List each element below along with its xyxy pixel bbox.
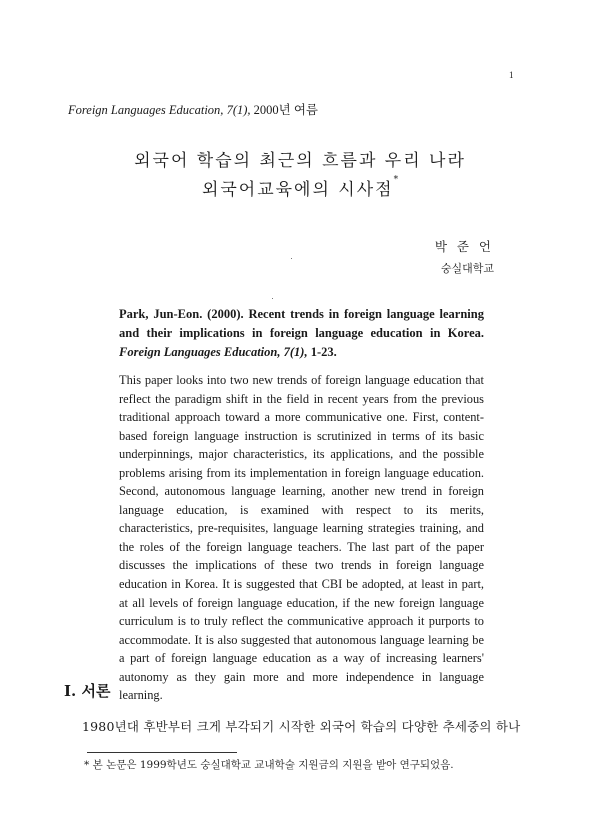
citation-volume: 7(1),	[283, 345, 308, 359]
citation	[119, 305, 484, 362]
journal-volume: 7(1),	[226, 103, 251, 117]
footnote: * 본 논문은 1999학년도 숭실대학교 교내학술 지원금의 지원을 받아 연구되었음.	[84, 759, 454, 771]
title-text-2: 외국어교육에의 시사점	[201, 180, 394, 200]
footnote-divider	[87, 752, 237, 753]
abstract: This paper looks into two new trends of foreign language education that reflect the paradigm shift in the field in recent years from the previous traditional approach toward a more communicative one. First, content-based foreign language instruction is scrutinized in terms of its basic underpinnings, major characteristics, its applications, and the possible problems arising from its implementation in foreign language education. Second, autonomous language learning, another new trend in foreign language education, is examined with respect to its merits, characteristics, pre-requisites, language learning strategies training, and the roles of the foreign language teachers. The last part of the paper discusses the implications of these two trends in foreign language education in Korea. It is suggested that CBI be adopted, at least in part, at all levels of foreign language education, if the new foreign language curriculum is to truly reflect the communicative approach it purports to accommodate. It is also suggested that autonomous language learning be a part of foreign language education as a way of increasing learners' autonomy as they gain more and more independence in language learning.	[119, 373, 484, 703]
citation-text: Park, Jun-Eon. (2000). Recent trends in foreign language learning and their implications in foreign language education in Korea.	[119, 307, 484, 340]
journal-name: Foreign Languages Education,	[68, 103, 224, 117]
title-text-1: 외국어 학습의 최근의 흐름과 우리 나라	[134, 151, 466, 171]
page-number: 1	[509, 70, 514, 80]
title-footnote-mark: *	[393, 175, 399, 185]
journal-season: 2000년 여름	[253, 103, 318, 117]
citation-pages: 1-23.	[310, 345, 337, 359]
author-name: 박 준 언	[434, 239, 494, 254]
section-heading: I. 서론	[64, 682, 111, 700]
journal-header	[68, 100, 318, 118]
author-affiliation: 숭실대학교	[440, 262, 494, 275]
paper-title-line-2	[0, 175, 600, 200]
citation-journal: Foreign Languages Education,	[119, 345, 281, 359]
paper-title-line-1	[0, 146, 600, 171]
scan-speck	[272, 298, 273, 299]
body-text-first-line: 1980년대 후반부터 크게 부각되기 시작한 외국어 학습의 다양한 추세중의 하나	[82, 719, 521, 734]
scan-speck	[291, 258, 292, 259]
